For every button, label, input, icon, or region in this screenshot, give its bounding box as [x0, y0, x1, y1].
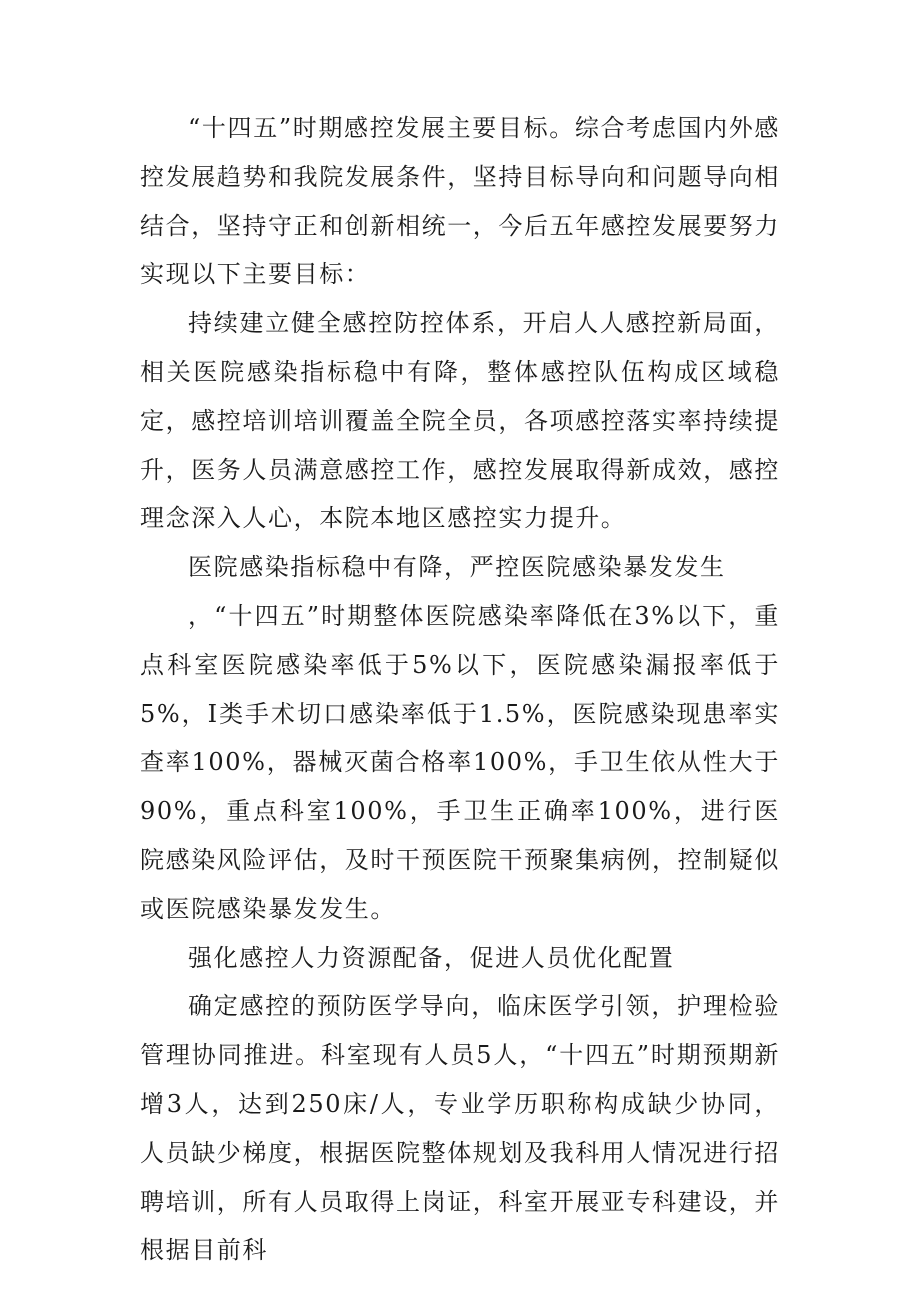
paragraph-staffing-details: 确定感控的预防医学导向，临床医学引领，护理检验管理协同推进。科室现有人员5人，“十四五”时期预期新增3人，达到250床/人，专业学历职称构成缺少协同，人员缺少梯度，根据医院整体规划及我科用人情况进行招聘培训，所有人员取得上岗证，科室开展亚专科建设，并根据目前科 — [140, 992, 780, 1265]
paragraph-staffing-heading: 强化感控人力资源配备，促进人员优化配置 — [188, 943, 675, 972]
document-body — [140, 104, 780, 1275]
paragraph-main-goals: “十四五”时期感控发展主要目标。综合考虑国内外感控发展趋势和我院发展条件，坚持目标导向和问题导向相结合，坚持守正和创新相统一，今后五年感控发展要努力实现以下主要目标： — [140, 114, 780, 289]
paragraph-infection-indicators: ，“十四五”时期整体医院感染率降低在3%以下，重点科室医院感染率低于5%以下，医院感染漏报率低于5%，I类手术切口感染率低于1.5%，医院感染现患率实查率100%，器械灭菌合格率100%，手卫生依从性大于90%，重点科室100%，手卫生正确率100%，进行医院感染风险评估，及时干预医院干预聚集病例，控制疑似或医院感染暴发发生。 — [140, 601, 780, 923]
paragraph-infection-indicator-heading: 医院感染指标稳中有降，严控医院感染暴发发生 — [188, 553, 726, 582]
paragraph-control-system: 持续建立健全感控防控体系，开启人人感控新局面，相关医院感染指标稳中有降，整体感控队伍构成区域稳定，感控培训培训覆盖全院全员，各项感控落实率持续提升，医务人员满意感控工作，感控发展取得新成效，感控理念深入人心，本院本地区感控实力提升。 — [140, 309, 780, 533]
